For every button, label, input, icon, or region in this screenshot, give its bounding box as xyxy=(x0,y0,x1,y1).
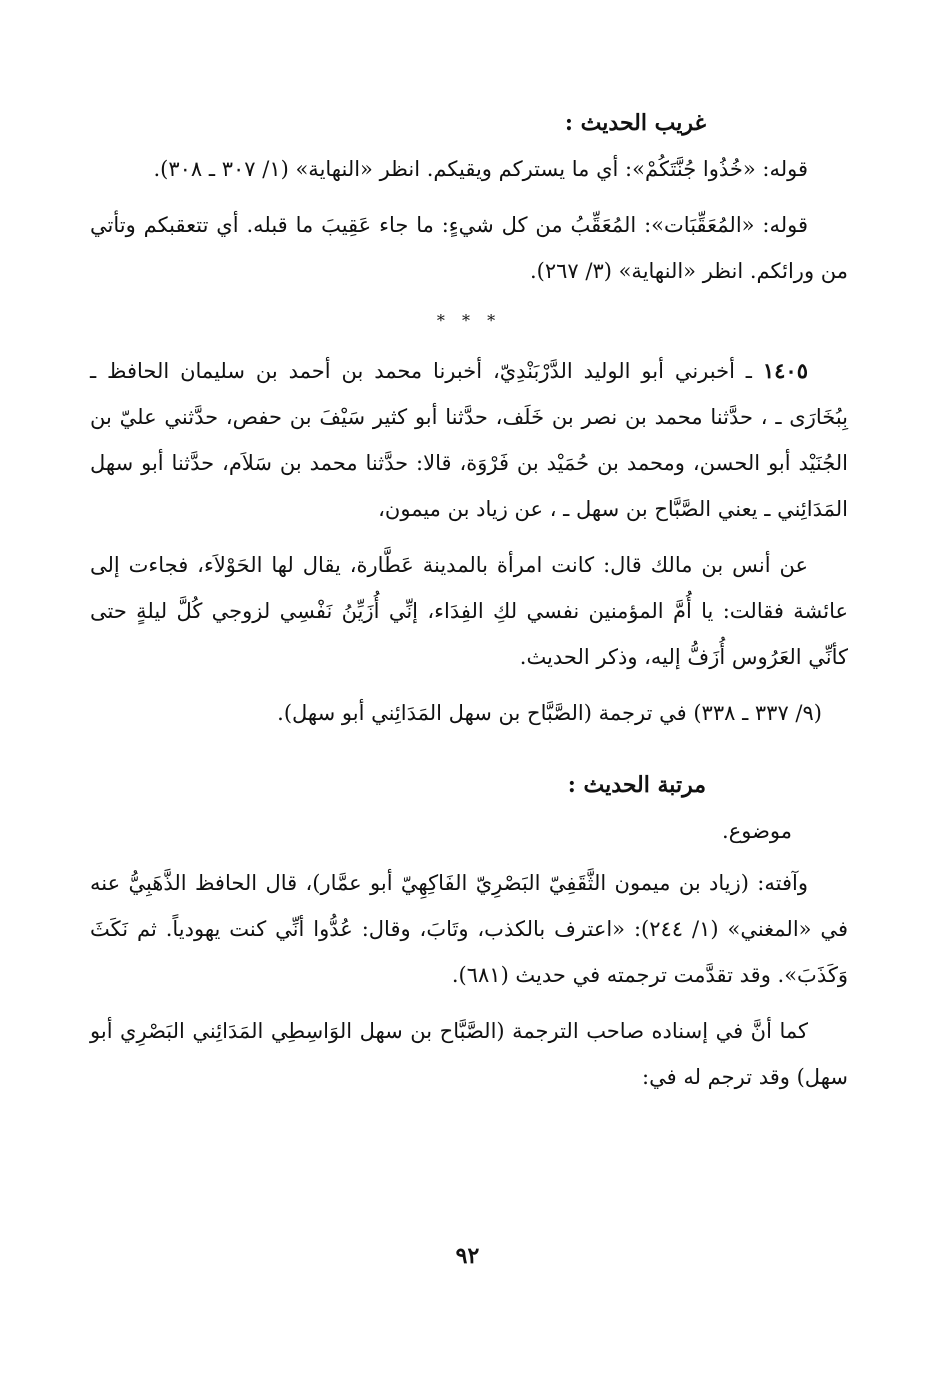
section-separator: * * * xyxy=(436,311,502,330)
hadith-matn: عن أنس بن مالك قال: كانت امرأة بالمدينة عَطَّارة، يقال لها الحَوْلاَء، فجاءت إلى عائشة فقالت: يا أُمَّ المؤمنين نفسي لكِ الفِدَاء، إنِّي أُزَيِّنُ نَفْسِي لزوجي كُلَّ ليلةٍ حتى كأنِّي العَرُوس أُزَفُّ إليه، وذكر الحديث. xyxy=(90,553,848,669)
section-heading-rank: مرتبة الحديث : xyxy=(567,772,706,798)
hadith-isnad-text: ـ أخبرني أبو الوليد الدَّرْبَنْدِيّ، أخبرنا محمد بن أحمد بن سليمان الحافظ ـ بِبُخَارَى ـ ، حدَّثنا محمد بن نصر بن خَلَف، حدَّثنا أبو كثير سَيْفَ بن حفص، حدَّثني عليّ بن الجُنَيْد أبو الحسن، ومحمد بن حُمَيْد بن فَرْوَة، قالا: حدَّثنا محمد بن سَلاَم، حدَّثنا أبو سهل المَدَائِني ـ يعني الصَّبَّاح بن سهل ـ ، عن زياد بن ميمون، xyxy=(90,359,848,521)
hadith-number: ١٤٠٥ xyxy=(762,358,808,383)
illa-paragraph-2: كما أنَّ في إسناده صاحب الترجمة (الصَّبَّاح بن سهل الوَاسِطِي المَدَائِني البَصْرِي أبو سهل) وقد ترجم له في: xyxy=(90,1019,848,1089)
section-heading-gharib: غريب الحديث : xyxy=(564,110,706,136)
gharib-note-2: قوله: «المُعَقِّبَات»: المُعَقِّبُ من كل شيءٍ: ما جاء عَقِيبَ ما قبله. أي تتعقبكم وتأتي من ورائكم. انظر «النهاية» (٣/ ٢٦٧). xyxy=(90,213,848,283)
illa-paragraph-1: وآفته: (زياد بن ميمون الثَّقَفِيّ البَصْرِيّ الفَاكِهِيّ أبو عمَّار)، قال الحافظ الذَّهَبِيُّ عنه في «المغني» (١/ ٢٤٤): «اعترف بالكذب، وتَابَ، وقال: عُدُّوا أنِّي كنت يهودياً. ثم نَكَثَ وَكَذَبَ». وقد تقدَّمت ترجمته في حديث (٦٨١). xyxy=(90,871,848,987)
hadith-rank: موضوع. xyxy=(722,819,792,843)
hadith-isnad xyxy=(90,348,848,532)
page-number: ٩٢ xyxy=(455,1243,480,1269)
source-reference: (٩/ ٣٣٧ ـ ٣٣٨) في ترجمة (الصَّبَّاح بن سهل المَدَائِني أبو سهل). xyxy=(277,701,822,725)
gharib-note-1: قوله: «خُذُوا جُنَّتَكُمْ»: أي ما يستركم ويقيكم. انظر «النهاية» (١/ ٣٠٧ ـ ٣٠٨). xyxy=(153,157,808,181)
page-body xyxy=(90,100,848,1110)
